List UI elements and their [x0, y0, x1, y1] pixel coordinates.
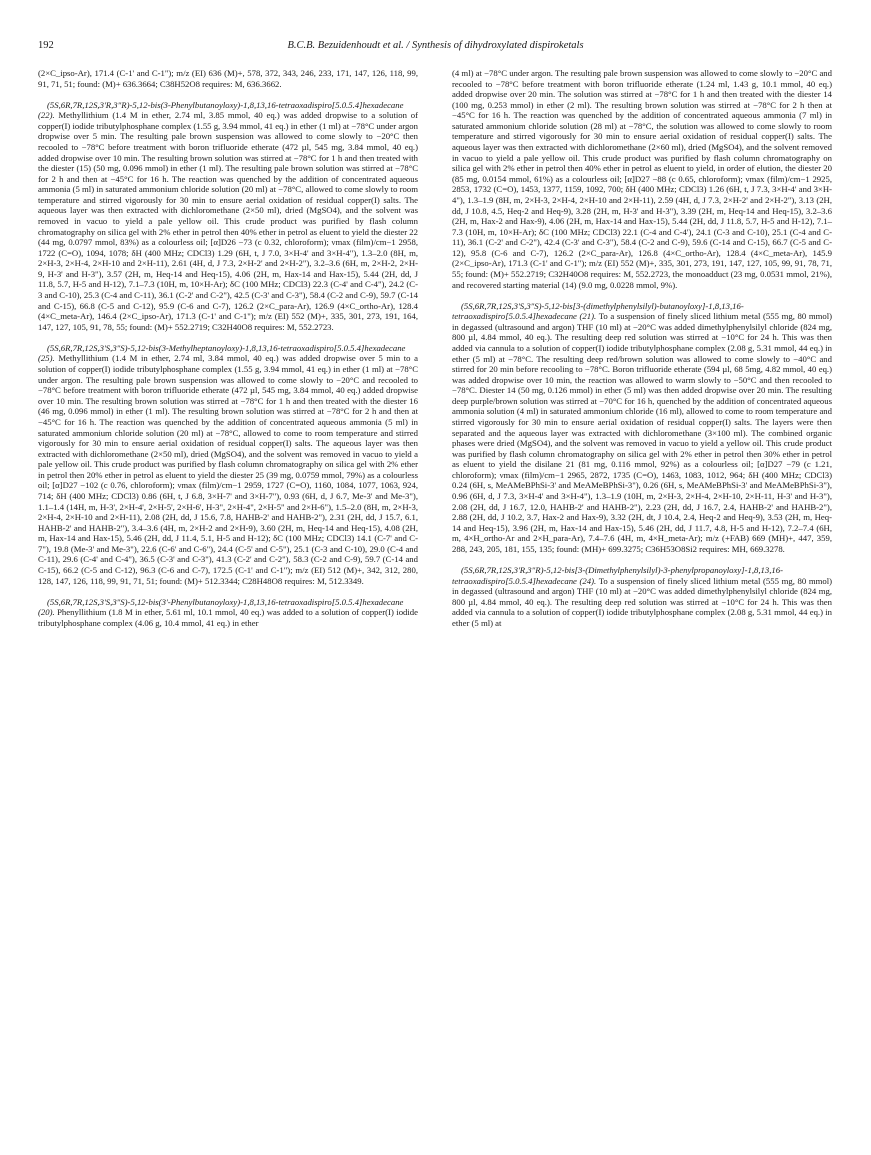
paragraph-body: Phenyllithium (1.8 M in ether, 5.61 ml, 10.1 mmol, 40 eq.) was added to a solution of copper(I) iodide tributylphosphane complex (4.06 g, 10.4 mmol, 41 eq.) in ether [38, 607, 418, 628]
compound-title: (5S,6R,7R,12S,3'S,3"S)-5,12-bis(3-Methylheptanoyloxy)-1,8,13,16-tetraoxadispiro[5.0.5.4]hexadecane (25). [38, 342, 406, 364]
page-number: 192 [38, 40, 54, 51]
compound-entry [452, 301, 832, 555]
paragraph-body: To a suspension of finely sliced lithium metal (555 mg, 80 mmol) in degassed (ultrasound and argon) THF (10 ml) at −20°C was added dimethylphenylsilyl chloride (824 mg, 800 µl, 4.84 mmol, 40 eq.). The resulting deep red solution was stirred at −10°C for 24 h. This was then added via cannula to a solution of copper(I) iodide tributylphosphane complex (2.08 g, 5.31 mmol, 44 eq.) in ether (5 ml) at −78°C. The resulting deep red/brown solution was allowed to come slowly to −40°C and stirred for 20 min before recooling to −78°C. Boron trifluoride etherate (594 µl, 68 5mg, 4.82 mmol, 40 eq.) was added dropwise over 10 min, the reaction was allowed to warm slowly to −50°C and then recooled to −78°C. Diester 14 (50 mg, 0.126 mmol) in ether (5 ml) was then added dropwise over 20 min. The resulting deep purple/brown solution was stirred at −70°C for 16 h, quenched by the addition of concentrated aqueous ammonia solution (4 ml) in saturated ammonium chloride (16 ml), allowed to come to room temperature and stirred vigorously for 30 min to ensure aerial oxidation of residual copper(I) salts. The layers were then separated and the aqueous layer was extracted with dichloromethane (3×100 ml). The combined organic phases were dried (MgSO4), and the solvent was removed in vacuo to yield a yellow oil. This crude product was purified by flash column chromatography on silica gel with 2% ether in petrol then 30% ether in petrol as eluent to yield the disilane 21 (81 mg, 0.116 mmol, 92%) as a colourless oil; [α]D27 −79 (c 1.21, chloroform); νmax (film)/cm−1 2965, 2872, 1735 (C=O), 1463, 1083, 1012, 964; δH (400 MHz; CDCl3) 0.24 (6H, s, MeAMeBPhSi-3' and MeAMeBPhSi-3"), 0.26 (6H, s, MeAMeBPhSi-3' and MeAMeBPhSi-3"), 0.96 (6H, d, J 7.3, 3×H-4' and 3×H-4"), 1.3–1.9 (10H, m, 2×H-3, 2×H-4, 2×H-10, 2×H-11, H-3' and H-3"), 2.08 (2H, dd, J 16.7, 12.0, HAHB-2' and HAHB-2"), 2.23 (2H, dd, J 16.7, 2.4, HAHB-2' and HAHB-2"), 2.88 (2H, dd, J 10.2, 3.7, Hax-2 and Hax-9), 3.32 (2H, dt, J 10.4, 2.4, Heq-2 and Heq-9), 3.53 (2H, m, Heq-14 and Heq-15), 3.96 (2H, m, Hax-14 and Hax-15), 5.46 (2H, dd, J 11.7, 4.8, H-5 and H-12), 7.2–7.4 (6H, m, 4×H_ortho-Ar and 2×H_para-Ar), 7.4–7.6 (4H, m, 4×H_meta-Ar); m/z (+FAB) 669 (MH)+, 447, 359, 288, 243, 205, 181, 155, 135; found: (MH)+ 699.3275; C36H53O8Si2 requires: MH, 669.3278. [452, 311, 833, 554]
right-column [452, 68, 832, 628]
paragraph-body: Methyllithium (1.4 M in ether, 2.74 ml, 3.85 mmol, 40 eq.) was added dropwise to a solution of copper(I) iodide tributylphosphane complex (1.55 g, 3.94 mmol, 41 eq.) in ether (1 ml) at −78°C under argon dropwise over 5 min. The resulting pale brown suspension was allowed to come slowly to −20°C then recooled to −78°C before treatment with boron trifluoride etherate (472 µl, 545 mg, 3.84 mmol, 40 eq.) added dropwise over 10 min. The resulting brown solution was stirred at −78°C for 1 h and then treated with the diester (15) (50 mg, 0.096 mmol) in ether (1 ml). The resulting pale brown solution was stirred at −78°C for 2 h and then at −45°C for 16 h. The reaction was quenched by the addition of concentrated aqueous ammonia (5 ml) in saturated ammonium chloride solution (20 ml) at −78°C, allowed to come slowly to room temperature and stirred vigorously for 30 min to ensure aerial oxidation of residual copper(I) salts. The aqueous layer was then extracted with dichloromethane (2×50 ml), dried (MgSO4), and the solvent was removed in vacuo to yield a pale yellow oil. This crude product was purified by flash column chromatography on silica gel with 2% ether in petrol then 40% ether in petrol as eluent to yield the diester 22 (44 mg, 0.0797 mmol, 83%) as a colourless oil; [α]D26 −73 (c 0.32, chloroform); νmax (film)/cm−1 2958, 1722 (C=O), 1094, 1078; δH (400 MHz; CDCl3) 1.29 (6H, t, J 7.0, 3×H-4' and 3×H-4"), 1.3–2.0 (8H, m, 2×H-3, 2×H-4, 2×H-10 and 2×H-11), 2.61 (4H, d, J 7.3, 2×H-2' and 2×H-2"), 3.2–3.6 (6H, m, 2×H-2, 2×H-9, H-3' and H-3"), 3.57 (2H, m, Heq-14 and Heq-15), 4.06 (2H, m, Hax-14 and Hax-15), 5.44 (2H, dd, J 11.8, 5.7, H-5 and H-12), 7.1–7.3 (10H, m, 10×H-Ar); δC (100 MHz; CDCl3) 22.3 (C-4' and C-4"), 24.2 (C-3 and C-10), 25.3 (C-4 and C-11), 36.1 (C-2' and C-2"), 42.5 (C-3' and C-3"), 58.4 (C-2 and C-9), 59.7 (C-14 and C-15), 66.8 (C-5 and C-12), 95.9 (C-6 and C-7), 126.2 (2×C_para-Ar), 126.9 (4×C_ortho-Ar), 128.4 (4×C_meta-Ar), 146.4 (2×C_ipso-Ar), 171.3 (C-1' and C-1"); m/z (EI) 552 (M)+, 335, 301, 273, 191, 164, 147, 127, 105, 91, 78, 55; found: (M)+ 552.2719; C32H40O8 requires: M, 552.2723. [38, 110, 418, 332]
compound-title: (5S,6R,7R,12S,3'R,3"R)-5,12-bis(3-Phenylbutanoyloxy)-1,8,13,16-tetraoxadispiro[5.0.5.4]hexadecane (22). [38, 99, 404, 121]
compound-title: (5S,6R,7R,12S,3'S,3"S)-5,12-bis[3-(dimethylphenylsilyl)-butanoyloxy]-1,8,13,16-tetraoxadispiro[5.0.5.4]hexadecane (21). [452, 300, 744, 322]
paragraph-continued [452, 68, 832, 290]
paragraph-body: (4 ml) at −78°C under argon. The resulting pale brown suspension was allowed to come slowly to −20°C and recooled to −78°C before treatment with boron trifluoride etherate (1.24 ml, 1.43 g, 10.1 mmol, 40 eq.) added dropwise over 20 min. The solution was stirred at −78°C for 1 h and then treated with the diester 14 (100 mg, 0.253 mmol) in ether (2 ml). The resulting brown solution was stirred at −78°C for 2 h then at −45°C for 16 h. The reaction was quenched by the addition of concentrated aqueous ammonia (7 ml) in saturated ammonium chloride solution (28 ml) at −78°C, the solution was allowed to come slowly to room temperature and stirred vigorously for 30 min to ensure aerial oxidation of residual copper(I) salts. The aqueous layer was then extracted with dichloromethane (2×60 ml), dried (MgSO4), and the solvent removed in vacuo to yield a pale yellow oil. This crude product was purified by flash column chromatography on silica gel with 2% ether in petrol then 40% ether in petrol as eluent to yield, in order of elution, the diester 20 (85 mg, 0.0154 mmol, 61%) as a colourless oil; [α]D27 −88 (c 0.65, chloroform); νmax (film)/cm−1 2925, 2853, 1732 (C=O), 1453, 1377, 1159, 1092, 700; δH (400 MHz; CDCl3) 1.26 (6H, t, J 7.3, 3×H-4' and 3×H-4"), 1.3–1.9 (8H, m, 2×H-3, 2×H-4, 2×H-10 and 2×H-11), 2.59 (4H, d, J 7.3, 2×H-2' and 2×H-2"), 3.13 (2H, dd, J 10.8, 4.5, Heq-2 and Heq-9), 3.28 (2H, m, H-3' and H-3"), 3.39 (2H, m, Heq-14 and Heq-15), 3.2–3.6 (2H, m, Hax-2 and Hax-9), 4.06 (2H, m, Hax-14 and Hax-15), 5.44 (2H, dd, J 11.8, 5.7, H-5 and H-12), 7.1–7.3 (10H, m, 10×H-Ar); δC (100 MHz; CDCl3) 22.1 (C-4 and C-4'), 24.1 (C-3 and C-10), 25.1 (C-4 and C-11), 36.1 (C-2' and C-2"), 42.4 (C-3' and C-3"), 58.4 (C-2 and C-9), 59.6 (C-14 and C-15), 66.7 (C-5 and C-12), 95.8 (C-6 and C-7), 126.2 (2×C_para-Ar), 126.8 (4×C_ortho-Ar), 128.4 (4×C_meta-Ar), 145.9 (2×C_ipso-Ar), 171.3 (C-1' and C-1"); m/z (EI) 552 (M)+, 335, 301, 273, 191, 147, 127, 105, 99, 91, 78, 71, 55; found: (M)+ 552.2719; C32H40O8 requires: M, 552.2723, the monoadduct (23 mg, 0.0531 mmol, 21%), and recovered starting material (14) (9.0 mg, 0.0228 mmol, 9%). [452, 68, 832, 290]
paragraph-body: Methyllithium (1.4 M in ether, 2.74 ml, 3.84 mmol, 40 eq.) was added dropwise over 5 min to a solution of copper(I) iodide tributylphosphane complex (1.55 g, 3.94 mmol, 41 eq.) in ether (1 ml) at −78°C under argon. The resulting pale brown suspension was allowed to come slowly to −20°C and recooled to −78°C before treatment with boron trifluoride etherate (472 µl, 545 mg, 3.84 mmol, 40 eq.) added dropwise over 10 min. The resulting brown solution was stirred at −78°C for 1 h and then treated with the diester 16 (46 mg, 0.096 mmol) in ether (1 ml). The resulting brown solution was stirred at −78°C for 2 h and then at −45°C for 16 h. The reaction was quenched by the addition of concentrated aqueous ammonia (5 ml) in saturated ammonium chloride solution (20 ml) at −78°C, allowed to come to room temperature and stirred vigorously for 30 min to ensure aerial oxidation of residual copper(I) salts. The aqueous layer was then extracted with dichloromethane (2×50 ml), dried (MgSO4), and the solvent was removed in vacuo to yield a pale yellow oil. This crude product was purified by flash column chromatography on silica gel with 2% ether in petrol then 20% ether in petrol as eluent to yield the diester 25 (39 mg, 0.0759 mmol, 79%) as a colourless oil; [α]D27 −102 (c 0.76, chloroform); νmax (film)/cm−1 2959, 1727 (C=O), 1160, 1084, 1077, 1063, 924, 714; δH (400 MHz; CDCl3) 0.86 (6H, t, J 6.8, 3×H-7' and 3×H-7"), 0.93 (6H, d, J 6.7, Me-3' and Me-3"), 1.1–1.4 (14H, m, H-3', 2×H-4', 2×H-5', 2×H-6', H-3", 2×H-4", 2×H-5" and 2×H-6"), 1.5–2.0 (8H, m, 2×H-3, 2×H-4, 2×H-10 and 2×H-11), 2.08 (2H, dd, J 15.6, 7.8, HAHB-2' and HAHB-2"), 2.31 (2H, dd, J 15.7, 6.1, HAHB-2' and HAHB-2"), 3.4–3.6 (4H, m, 2×H-2 and 2×H-9), 3.60 (2H, m, Heq-14 and Heq-15), 4.08 (2H, m, Hax-14 and Hax-15), 5.46 (2H, dd, J 11.4, 5.1, H-5 and H-12); δC (100 MHz; CDCl3) 14.1 (C-7' and C-7"), 19.8 (Me-3' and Me-3"), 22.6 (C-6' and C-6"), 24.4 (C-5' and C-5"), 25.1 (C-3 and C-10), 29.0 (C-4 and C-11), 29.6 (C-4' and C-4"), 36.5 (C-3' and C-3"), 41.3 (C-2' and C-2"), 58.3 (C-2 and C-9), 59.7 (C-14 and C-15), 66.2 (C-5 and C-12), 96.3 (C-6 and C-7), 172.5 (C-1' and C-1"); m/z (EI) 512 (M)+, 342, 312, 280, 128, 147, 126, 118, 99, 91, 71, 51; found: (M)+ 512.3344; C28H48O8 requires: M, 512.3349. [38, 353, 418, 586]
paragraph-body: To a suspension of finely sliced lithium metal (555 mg, 80 mmol) in degassed (ultrasound and argon) THF (10 ml) at −20°C was added dimethylphenylsilyl chloride (824 mg, 800 µl, 4.84 mmol, 40 eq.). The resulting deep red solution was stirred at −10°C for 24 h. This was then added via cannula to a solution of copper(I) iodide tributylphosphane complex (2.08 g, 5.31 mmol, 44 eq.) in ether (5 ml) at [452, 575, 833, 628]
left-column [38, 68, 418, 628]
compound-entry [38, 343, 418, 586]
compound-title: (5S,6R,7R,12S,3'R,3"R)-5,12-bis[3-(Dimethylphenylsilyl)-3-phenylpropanoyloxy]-1,8,13,16-tetraoxadispiro[5.0.5.4]hexadecane (24). [452, 565, 783, 586]
page-header [38, 40, 833, 58]
compound-entry [38, 100, 418, 333]
paragraph-body: (2×C_ipso-Ar), 171.4 (C-1' and C-1"); m/z (EI) 636 (M)+, 578, 372, 343, 246, 233, 171, 147, 126, 118, 99, 91, 71, 51; found: (M)+ 636.3664; C38H52O8 requires: M, 636.3662. [38, 68, 418, 89]
running-head: B.C.B. Bezuidenhoudt et al. / Synthesis of dihydroxylated dispiroketals [287, 40, 584, 51]
paragraph-continued [38, 68, 418, 89]
compound-entry [452, 565, 832, 628]
compound-entry [38, 597, 418, 629]
compound-title: (5S,6R,7R,12S,3'S,3"S)-5,12-bis(3'-Phenylbutanoyloxy)-1,8,13,16-tetraoxadispiro[5.0.5.4]hexadecane (20). [38, 596, 404, 618]
